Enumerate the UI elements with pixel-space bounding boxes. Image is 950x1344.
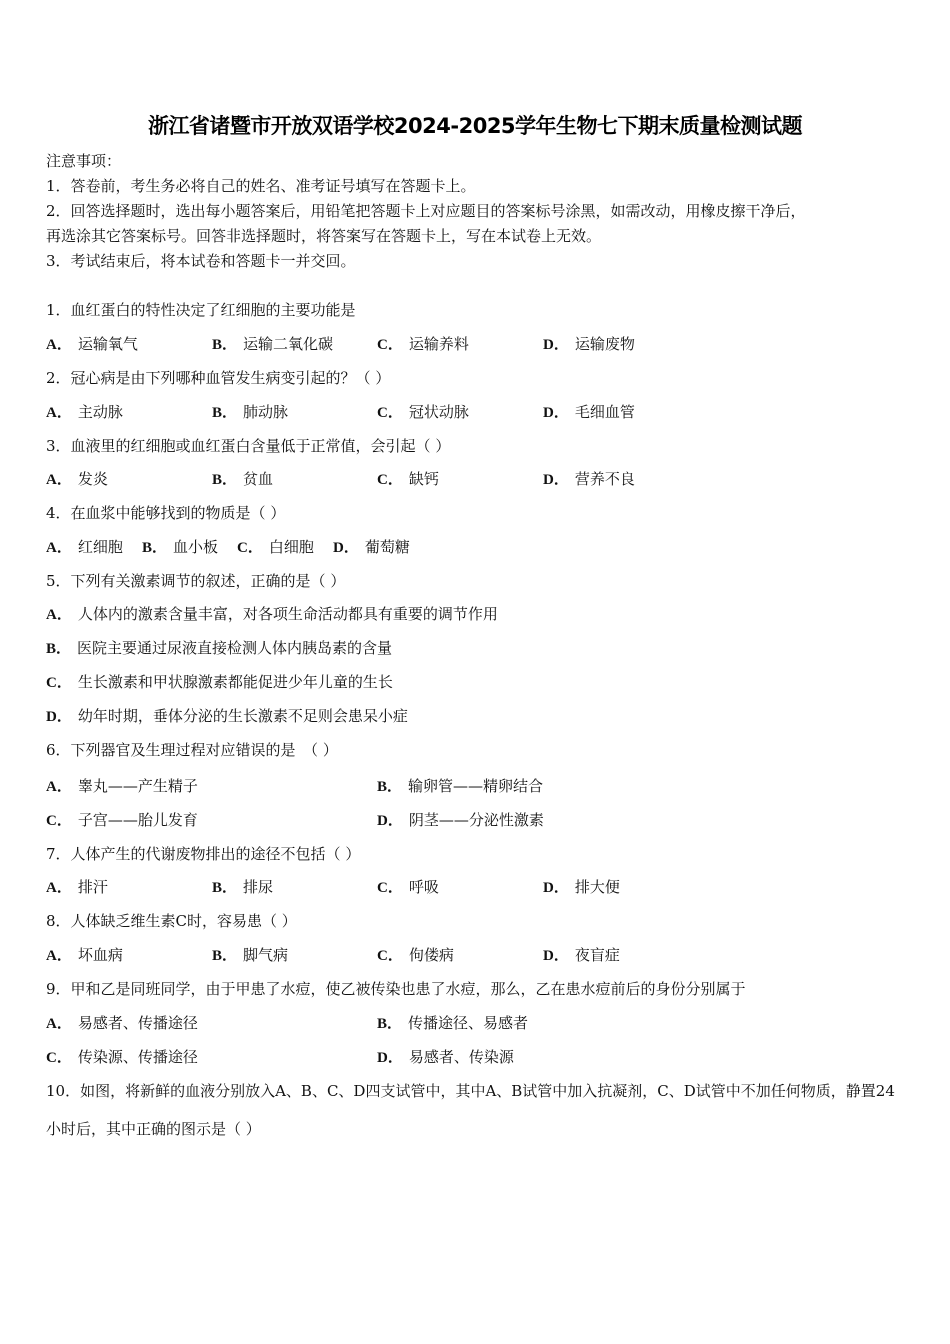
option-text: 幼年时期，垂体分泌的生长激素不足则会患呆小症 — [77, 707, 408, 725]
option-b — [377, 1013, 528, 1034]
option-text: 呼吸 — [408, 878, 439, 896]
question-stem: 1．血红蛋白的特性决定了红细胞的主要功能是 — [46, 301, 356, 319]
option-label: C． — [377, 405, 403, 421]
option-text: 夜盲症 — [574, 946, 620, 964]
option-label: C． — [46, 675, 72, 691]
option-text: 易感者、传染源 — [408, 1048, 514, 1066]
option-label: D． — [377, 813, 403, 829]
option-label: B． — [212, 337, 238, 353]
option-label: D． — [543, 405, 569, 421]
option-label: D． — [543, 472, 569, 488]
option-text: 睾丸——产生精子 — [77, 777, 198, 795]
option-label: C． — [377, 880, 403, 896]
option-text: 传播途径、易感者 — [408, 1014, 529, 1032]
option-label: D． — [543, 948, 569, 964]
question-stem: 10．如图，将新鲜的血液分别放入A、B、C、D四支试管中，其中A、B试管中加入抗凝剂，C、D试管中不加任何物质，静置24小时后，其中正确的图示是（ ） — [46, 1082, 895, 1138]
option-label: A． — [46, 337, 72, 353]
option-text: 佝偻病 — [408, 946, 454, 964]
option-label: A． — [46, 607, 72, 623]
option-label: C． — [46, 813, 72, 829]
option-text: 排尿 — [243, 878, 274, 896]
option-a — [46, 945, 123, 966]
question-stem: 9．甲和乙是同班同学，由于甲患了水痘，使乙被传染也患了水痘，那么，乙在患水痘前后的身份分别属于 — [46, 980, 746, 998]
option-text: 贫血 — [243, 470, 274, 488]
option-d — [543, 877, 620, 898]
option-text: 传染源、传播途径 — [77, 1048, 198, 1066]
note-item: 再选涂其它答案标号。回答非选择题时，将答案写在答题卡上，写在本试卷上无效。 — [46, 227, 602, 245]
option-c — [46, 1047, 198, 1068]
option-b — [212, 877, 273, 898]
option-label: B． — [142, 540, 168, 556]
note-item: 2．回答选择题时，选出每小题答案后，用铅笔把答题卡上对应题目的答案标号涂黑，如需改动，用橡皮擦干净后， — [46, 202, 806, 220]
option-text: 医院主要通过尿液直接检测人体内胰岛素的含量 — [77, 639, 393, 657]
option-label: D． — [333, 540, 359, 556]
option-d — [543, 402, 635, 423]
option-text: 肺动脉 — [243, 403, 289, 421]
option-text: 生长激素和甲状腺激素都能促进少年儿童的生长 — [77, 673, 393, 691]
option-text: 坏血病 — [77, 946, 123, 964]
option-text: 主动脉 — [77, 403, 123, 421]
option-label: A． — [46, 405, 72, 421]
option-b — [212, 334, 333, 355]
option-d — [377, 1047, 514, 1068]
option-d — [46, 706, 408, 727]
option-label: D． — [543, 880, 569, 896]
option-a — [46, 469, 108, 490]
option-label: C． — [377, 472, 403, 488]
option-label: B． — [377, 1016, 403, 1032]
page-title: 浙江省诸暨市开放双语学校2024-2025学年生物七下期末质量检测试题 — [147, 114, 803, 138]
option-b — [377, 776, 543, 797]
option-text: 排汗 — [77, 878, 108, 896]
option-text: 运输废物 — [574, 335, 635, 353]
option-d — [543, 945, 620, 966]
note-item: 3．考试结束后，将本试卷和答题卡一并交回。 — [46, 252, 356, 270]
option-d — [377, 810, 544, 831]
option-label: D． — [543, 337, 569, 353]
option-d — [543, 469, 635, 490]
option-b — [142, 537, 218, 558]
option-a — [46, 537, 123, 558]
option-c — [377, 469, 439, 490]
option-text: 发炎 — [77, 470, 108, 488]
option-text: 血小板 — [173, 538, 219, 556]
option-label: B． — [377, 779, 403, 795]
option-a — [46, 402, 123, 423]
option-label: C． — [377, 948, 403, 964]
option-text: 输卵管——精卵结合 — [408, 777, 544, 795]
option-a — [46, 604, 498, 625]
option-text: 阴茎——分泌性激素 — [408, 811, 544, 829]
option-d — [543, 334, 635, 355]
option-a — [46, 334, 138, 355]
option-label: C． — [377, 337, 403, 353]
option-d — [333, 537, 410, 558]
question-stem: 2．冠心病是由下列哪种血管发生病变引起的？（ ） — [46, 369, 391, 387]
option-label: A． — [46, 540, 72, 556]
option-text: 运输养料 — [408, 335, 469, 353]
option-text: 子宫——胎儿发育 — [77, 811, 198, 829]
option-c — [377, 402, 469, 423]
option-label: A． — [46, 779, 72, 795]
option-label: C． — [46, 1050, 72, 1066]
option-label: A． — [46, 880, 72, 896]
option-b — [212, 469, 273, 490]
question-stem: 6．下列器官及生理过程对应错误的是 （ ） — [46, 741, 338, 759]
option-text: 脚气病 — [243, 946, 289, 964]
option-text: 白细胞 — [268, 538, 314, 556]
option-text: 易感者、传播途径 — [77, 1014, 198, 1032]
option-text: 排大便 — [574, 878, 620, 896]
option-label: B． — [212, 948, 238, 964]
option-label: B． — [212, 472, 238, 488]
option-text: 红细胞 — [77, 538, 123, 556]
question-stem: 5．下列有关激素调节的叙述，正确的是（ ） — [46, 572, 346, 590]
option-label: A． — [46, 472, 72, 488]
question-stem: 3．血液里的红细胞或血红蛋白含量低于正常值，会引起（ ） — [46, 437, 451, 455]
notes-heading: 注意事项： — [46, 152, 122, 170]
option-c — [377, 334, 469, 355]
option-a — [46, 1013, 198, 1034]
question-stem: 4．在血浆中能够找到的物质是（ ） — [46, 504, 286, 522]
option-label: C． — [237, 540, 263, 556]
option-text: 运输二氧化碳 — [243, 335, 334, 353]
option-text: 冠状动脉 — [408, 403, 469, 421]
option-c — [46, 810, 198, 831]
option-label: A． — [46, 948, 72, 964]
option-c — [237, 537, 314, 558]
option-text: 毛细血管 — [574, 403, 635, 421]
option-c — [46, 672, 393, 693]
option-a — [46, 776, 198, 797]
option-b — [212, 402, 288, 423]
option-a — [46, 877, 108, 898]
option-label: A． — [46, 1016, 72, 1032]
option-label: D． — [377, 1050, 403, 1066]
note-item: 1．答卷前，考生务必将自己的姓名、准考证号填写在答题卡上。 — [46, 177, 476, 195]
option-text: 缺钙 — [408, 470, 439, 488]
option-text: 运输氧气 — [77, 335, 138, 353]
option-c — [377, 945, 454, 966]
question-stem: 8．人体缺乏维生素C时，容易患（ ） — [46, 912, 297, 930]
option-label: B． — [212, 880, 238, 896]
option-label: B． — [46, 641, 72, 657]
option-label: D． — [46, 709, 72, 725]
option-b — [212, 945, 288, 966]
option-c — [377, 877, 439, 898]
question-stem: 7．人体产生的代谢废物排出的途径不包括（ ） — [46, 845, 361, 863]
option-text: 营养不良 — [574, 470, 635, 488]
option-text: 人体内的激素含量丰富，对各项生命活动都具有重要的调节作用 — [77, 605, 498, 623]
option-b — [46, 638, 392, 659]
option-text: 葡萄糖 — [364, 538, 410, 556]
option-label: B． — [212, 405, 238, 421]
